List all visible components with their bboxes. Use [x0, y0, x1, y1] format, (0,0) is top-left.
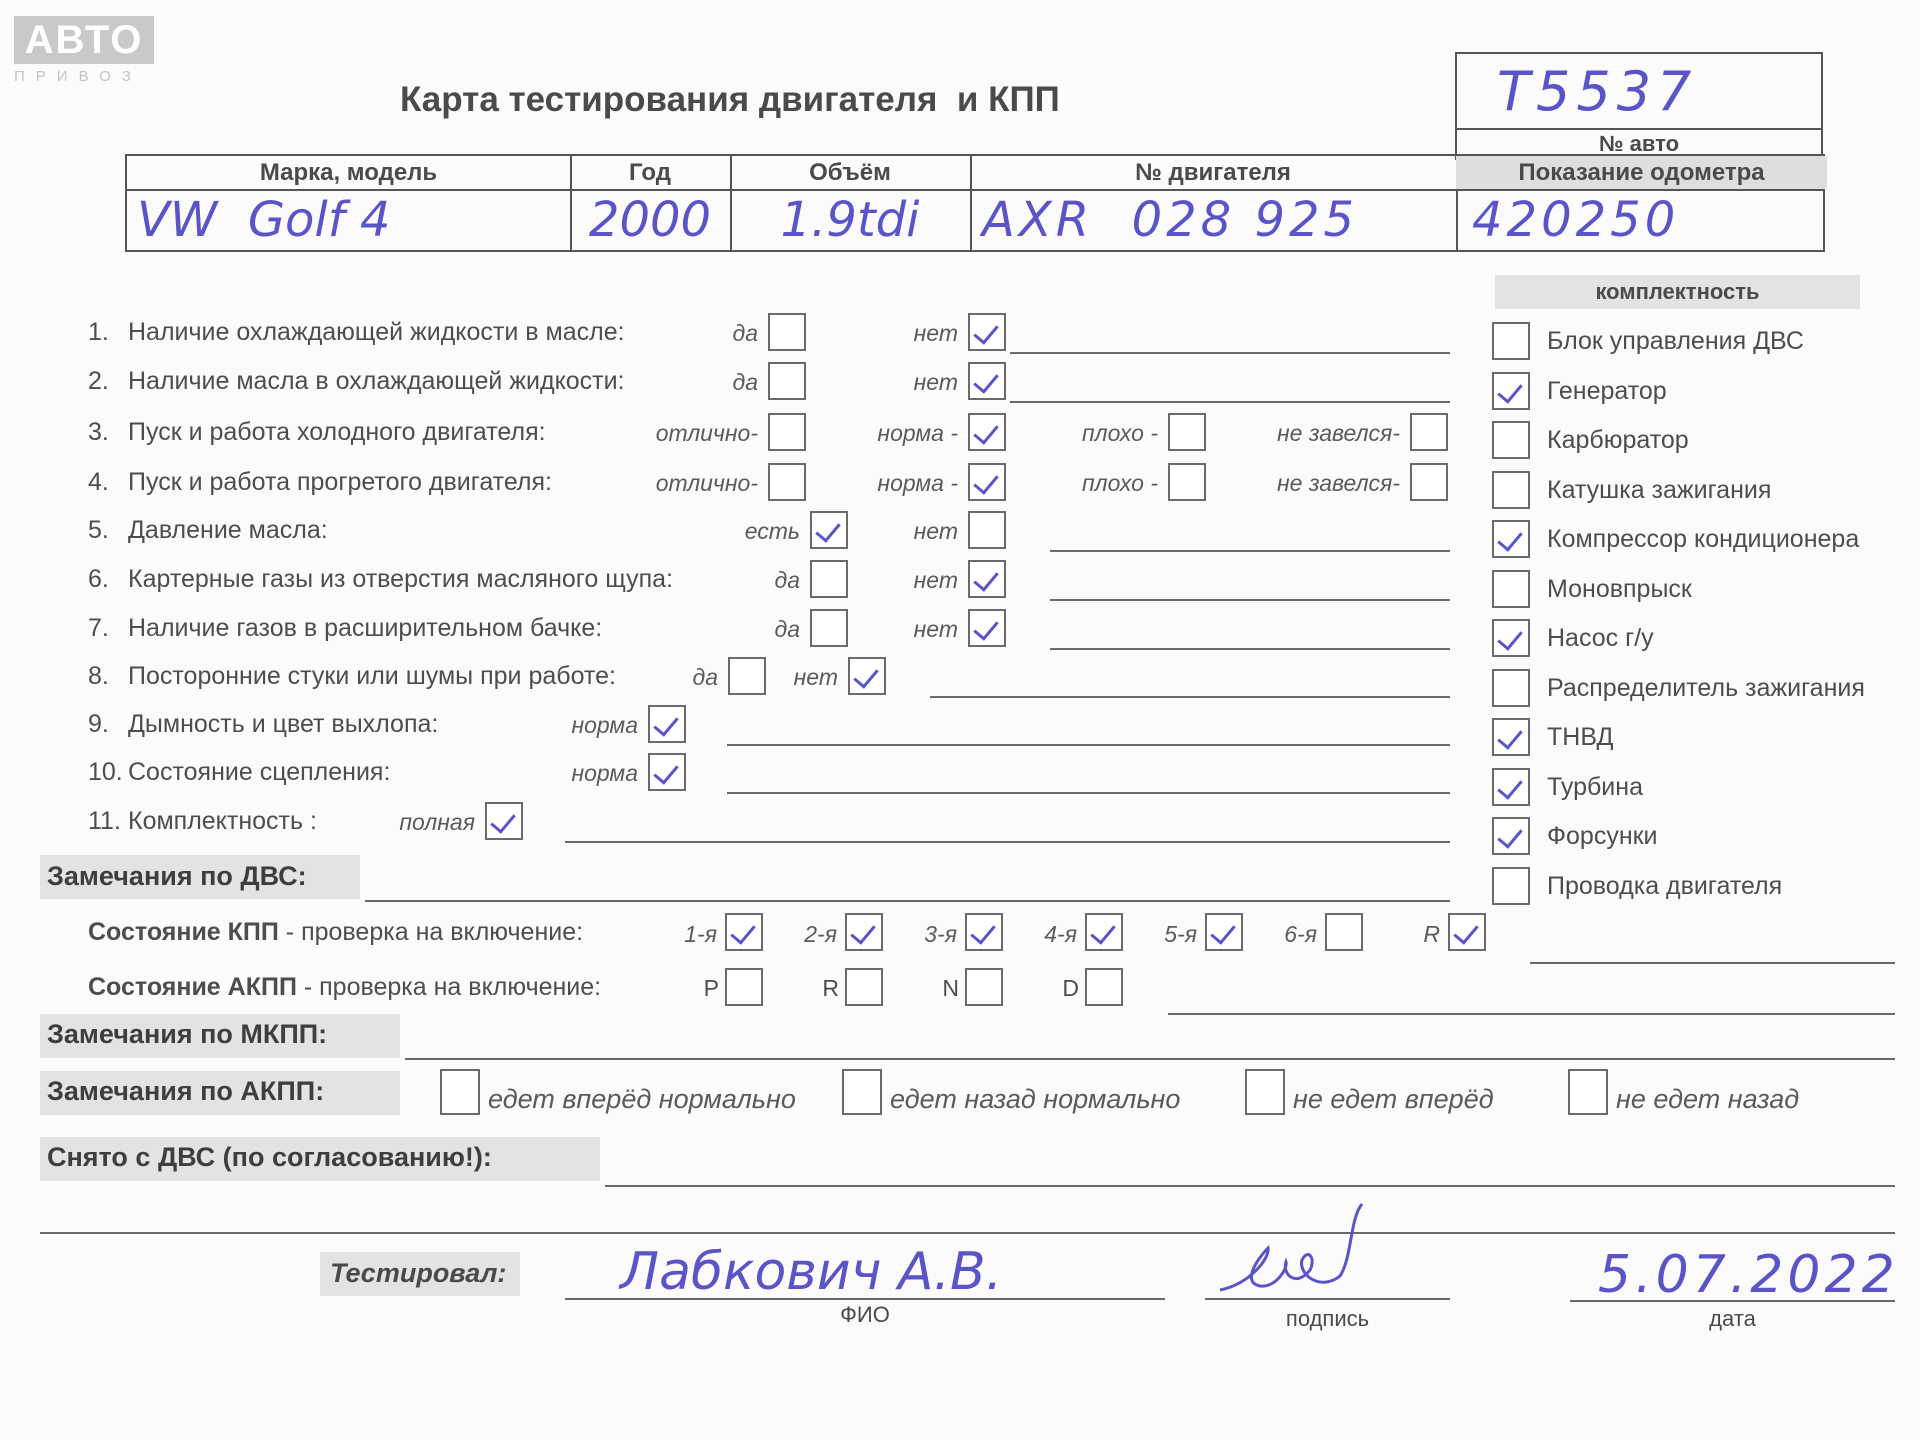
check-option-box[interactable]: [968, 362, 1006, 400]
akpp-mode-label: P: [703, 975, 719, 1001]
signature-line[interactable]: [1205, 1298, 1450, 1300]
kpp-gear-label: 5-я: [1164, 921, 1197, 947]
check-option-box[interactable]: [648, 705, 686, 743]
kpp-line[interactable]: [1530, 962, 1895, 964]
completeness-checkbox[interactable]: [1492, 520, 1530, 558]
check-option-box[interactable]: [968, 511, 1006, 549]
check-label: Наличие газов в расширительном бачке:: [128, 614, 603, 642]
value-engine-number: AXR 028 925: [982, 192, 1359, 248]
remarks-mkpp-line[interactable]: [405, 1058, 1895, 1060]
check-number: 9.: [88, 710, 109, 738]
check-option-label: норма -: [877, 420, 958, 446]
check-option-label: полная: [399, 809, 475, 835]
removed-line[interactable]: [605, 1185, 1895, 1187]
completeness-checkbox[interactable]: [1492, 322, 1530, 360]
check-note-line[interactable]: [1050, 648, 1450, 650]
kpp-gear-label: 1-я: [684, 921, 717, 947]
completeness-checkbox[interactable]: [1492, 421, 1530, 459]
completeness-checkbox[interactable]: [1492, 669, 1530, 707]
value-volume: 1.9tdi: [780, 192, 920, 248]
auto-number-box: [1455, 52, 1823, 160]
kpp-gear-label: 4-я: [1044, 921, 1077, 947]
akpp-mode-label: N: [942, 975, 959, 1001]
check-label: Наличие масла в охлаждающей жидкости:: [128, 367, 625, 395]
col-odometer: Показание одометра: [1518, 159, 1765, 186]
akpp-label-rest: - проверка на включение:: [296, 973, 602, 1001]
completeness-item-label: Блок управления ДВС: [1547, 327, 1804, 355]
remarks-engine-label: Замечания по ДВС:: [47, 861, 307, 891]
akpp-remark-box[interactable]: [1245, 1069, 1285, 1115]
check-number: 1.: [88, 318, 109, 346]
akpp-mode-label: D: [1062, 975, 1079, 1001]
check-label: Комплектность :: [128, 807, 317, 835]
check-label: Пуск и работа холодного двигателя:: [128, 418, 546, 446]
check-option-box[interactable]: [1410, 413, 1448, 451]
check-option-label: да: [732, 369, 758, 395]
check-option-box[interactable]: [848, 657, 886, 695]
kpp-gear-label: 6-я: [1284, 921, 1317, 947]
check-option-label: есть: [744, 518, 800, 544]
check-option-label: да: [774, 616, 800, 642]
completeness-item-label: Катушка зажигания: [1547, 476, 1772, 504]
check-label: Давление масла:: [128, 516, 328, 544]
check-label: Картерные газы из отверстия масляного щупа:: [128, 565, 673, 593]
check-option-label: отлично-: [655, 420, 758, 446]
akpp-remark-box[interactable]: [440, 1069, 480, 1115]
check-option-box[interactable]: [968, 413, 1006, 451]
date-line[interactable]: [1570, 1300, 1895, 1302]
check-option-label: норма: [571, 712, 638, 738]
check-option-label: не завелся-: [1276, 470, 1400, 496]
logo-subtext: ПРИВОЗ: [14, 68, 142, 85]
col-volume: Объём: [809, 159, 891, 186]
completeness-checkbox[interactable]: [1492, 817, 1530, 855]
kpp-gear-label: R: [1423, 921, 1440, 947]
check-note-line[interactable]: [727, 792, 1450, 794]
check-option-label: нет: [913, 320, 958, 346]
value-year: 2000: [588, 192, 712, 248]
fio-line[interactable]: [565, 1298, 1165, 1300]
check-option-label: нет: [913, 567, 958, 593]
check-option-box[interactable]: [968, 463, 1006, 501]
akpp-remark-label: не едет назад: [1616, 1084, 1800, 1114]
akpp-remark-box[interactable]: [1568, 1069, 1608, 1115]
kpp-gear-box[interactable]: [1325, 913, 1363, 951]
kpp-gear-box[interactable]: [1448, 913, 1486, 951]
value-make-model: VW Golf 4: [137, 192, 391, 248]
akpp-label-strong: Состояние АКПП: [88, 973, 297, 1001]
kpp-label-strong: Состояние КПП: [88, 918, 279, 946]
check-label: Состояние сцепления:: [128, 758, 391, 786]
kpp-gear-label: 3-я: [924, 921, 957, 947]
completeness-checkbox[interactable]: [1492, 867, 1530, 905]
check-option-box[interactable]: [768, 463, 806, 501]
check-option-box[interactable]: [768, 413, 806, 451]
check-option-label: да: [774, 567, 800, 593]
check-note-line[interactable]: [727, 744, 1450, 746]
completeness-checkbox[interactable]: [1492, 768, 1530, 806]
completeness-item-label: Проводка двигателя: [1547, 872, 1783, 900]
check-option-box[interactable]: [1168, 463, 1206, 501]
completeness-checkbox[interactable]: [1492, 372, 1530, 410]
col-year: Год: [629, 159, 671, 186]
check-number: 4.: [88, 468, 109, 496]
check-option-box[interactable]: [485, 802, 523, 840]
signature-label: подпись: [1285, 1306, 1370, 1331]
check-option-box[interactable]: [968, 313, 1006, 351]
akpp-mode-box[interactable]: [845, 968, 883, 1006]
kpp-gear-label: 2-я: [804, 921, 837, 947]
auto-number-label: № авто: [1457, 128, 1821, 158]
vehicle-header-table: [125, 154, 1825, 252]
fio-label: ФИО: [840, 1302, 890, 1327]
check-number: 8.: [88, 662, 109, 690]
kpp-label-rest: - проверка на включение:: [278, 918, 584, 946]
completeness-item-label: ТНВД: [1547, 723, 1614, 751]
check-option-label: нет: [793, 664, 838, 690]
divider-line: [40, 1232, 1895, 1234]
completeness-item-label: Насос г/у: [1547, 624, 1654, 652]
kpp-gear-box[interactable]: [965, 913, 1003, 951]
logo-text: АВТО: [14, 16, 154, 64]
check-label: Наличие охлаждающей жидкости в масле:: [128, 318, 625, 346]
check-number: 10.: [88, 758, 123, 786]
check-label: Дымность и цвет выхлопа:: [128, 710, 439, 738]
date-label: дата: [1709, 1306, 1756, 1331]
akpp-mode-box[interactable]: [1085, 968, 1123, 1006]
value-odometer: 420250: [1472, 192, 1680, 248]
kpp-gear-box[interactable]: [1085, 913, 1123, 951]
auto-number-value: T5537: [1497, 60, 1698, 123]
check-option-label: норма -: [877, 470, 958, 496]
remarks-engine-line[interactable]: [365, 900, 1450, 902]
completeness-checkbox[interactable]: [1492, 570, 1530, 608]
kpp-label: [88, 918, 583, 947]
check-note-line[interactable]: [1050, 550, 1450, 552]
completeness-item-label: Карбюратор: [1547, 426, 1689, 454]
removed-label: Снято с ДВС (по согласованию!):: [47, 1142, 492, 1172]
check-number: 5.: [88, 516, 109, 544]
check-note-line[interactable]: [1010, 401, 1450, 403]
kpp-gear-box[interactable]: [845, 913, 883, 951]
page-title: Карта тестирования двигателя и КПП: [400, 80, 1060, 119]
completeness-item-label: Компрессор кондиционера: [1547, 525, 1860, 553]
completeness-checkbox[interactable]: [1492, 471, 1530, 509]
completeness-item-label: Турбина: [1547, 773, 1643, 801]
tested-by-label: Тестировал:: [330, 1258, 507, 1288]
col-engine-number: № двигателя: [1135, 159, 1291, 186]
akpp-remark-label: едет назад нормально: [890, 1084, 1181, 1114]
kpp-gear-box[interactable]: [1205, 913, 1243, 951]
date-value: 5.07.2022: [1598, 1245, 1899, 1305]
akpp-remark-box[interactable]: [842, 1069, 882, 1115]
col-make-model: Марка, модель: [259, 159, 438, 186]
check-label: Пуск и работа прогретого двигателя:: [128, 468, 552, 496]
check-option-label: да: [732, 320, 758, 346]
akpp-mode-box[interactable]: [725, 968, 763, 1006]
check-number: 11.: [88, 807, 121, 835]
fio-value: Лабкович А.В.: [620, 1242, 1003, 1302]
check-note-line[interactable]: [1010, 352, 1450, 354]
signature-scribble: [1210, 1198, 1380, 1303]
check-option-box[interactable]: [968, 609, 1006, 647]
akpp-label: [88, 973, 601, 1002]
check-option-label: не завелся-: [1276, 420, 1400, 446]
check-option-label: нет: [913, 369, 958, 395]
check-number: 6.: [88, 565, 109, 593]
completeness-item-label: Форсунки: [1547, 822, 1658, 850]
check-number: 7.: [88, 614, 109, 642]
completeness-checkbox[interactable]: [1492, 718, 1530, 756]
check-number: 3.: [88, 418, 109, 446]
check-note-line[interactable]: [1050, 599, 1450, 601]
akpp-mode-label: R: [822, 975, 839, 1001]
akpp-remark-label: не едет вперёд: [1293, 1084, 1494, 1114]
check-option-box[interactable]: [1410, 463, 1448, 501]
check-note-line[interactable]: [565, 841, 1450, 843]
check-option-label: отлично-: [655, 470, 758, 496]
check-option-box[interactable]: [768, 313, 806, 351]
check-option-box[interactable]: [648, 753, 686, 791]
check-option-box[interactable]: [768, 362, 806, 400]
check-option-box[interactable]: [968, 560, 1006, 598]
check-label: Посторонние стуки или шумы при работе:: [128, 662, 616, 690]
akpp-mode-box[interactable]: [965, 968, 1003, 1006]
akpp-remark-label: едет вперёд нормально: [488, 1084, 796, 1114]
completeness-item-label: Генератор: [1547, 377, 1667, 405]
check-option-label: плохо -: [1082, 420, 1158, 446]
logo: [14, 16, 164, 86]
check-note-line[interactable]: [930, 696, 1450, 698]
check-number: 2.: [88, 367, 109, 395]
check-option-label: нет: [913, 616, 958, 642]
completeness-checkbox[interactable]: [1492, 619, 1530, 657]
check-option-label: плохо -: [1082, 470, 1158, 496]
check-option-label: норма: [571, 760, 638, 786]
kpp-gear-box[interactable]: [725, 913, 763, 951]
completeness-title: комплектность: [1495, 275, 1860, 309]
remarks-akpp-label: Замечания по АКПП:: [47, 1076, 325, 1106]
check-option-box[interactable]: [1168, 413, 1206, 451]
completeness-item-label: Распределитель зажигания: [1547, 674, 1865, 702]
check-option-label: нет: [913, 518, 958, 544]
remarks-mkpp-label: Замечания по МКПП:: [47, 1019, 328, 1049]
akpp-line[interactable]: [1168, 1013, 1895, 1015]
completeness-item-label: Моновпрыск: [1547, 575, 1692, 603]
check-option-label: да: [692, 664, 718, 690]
